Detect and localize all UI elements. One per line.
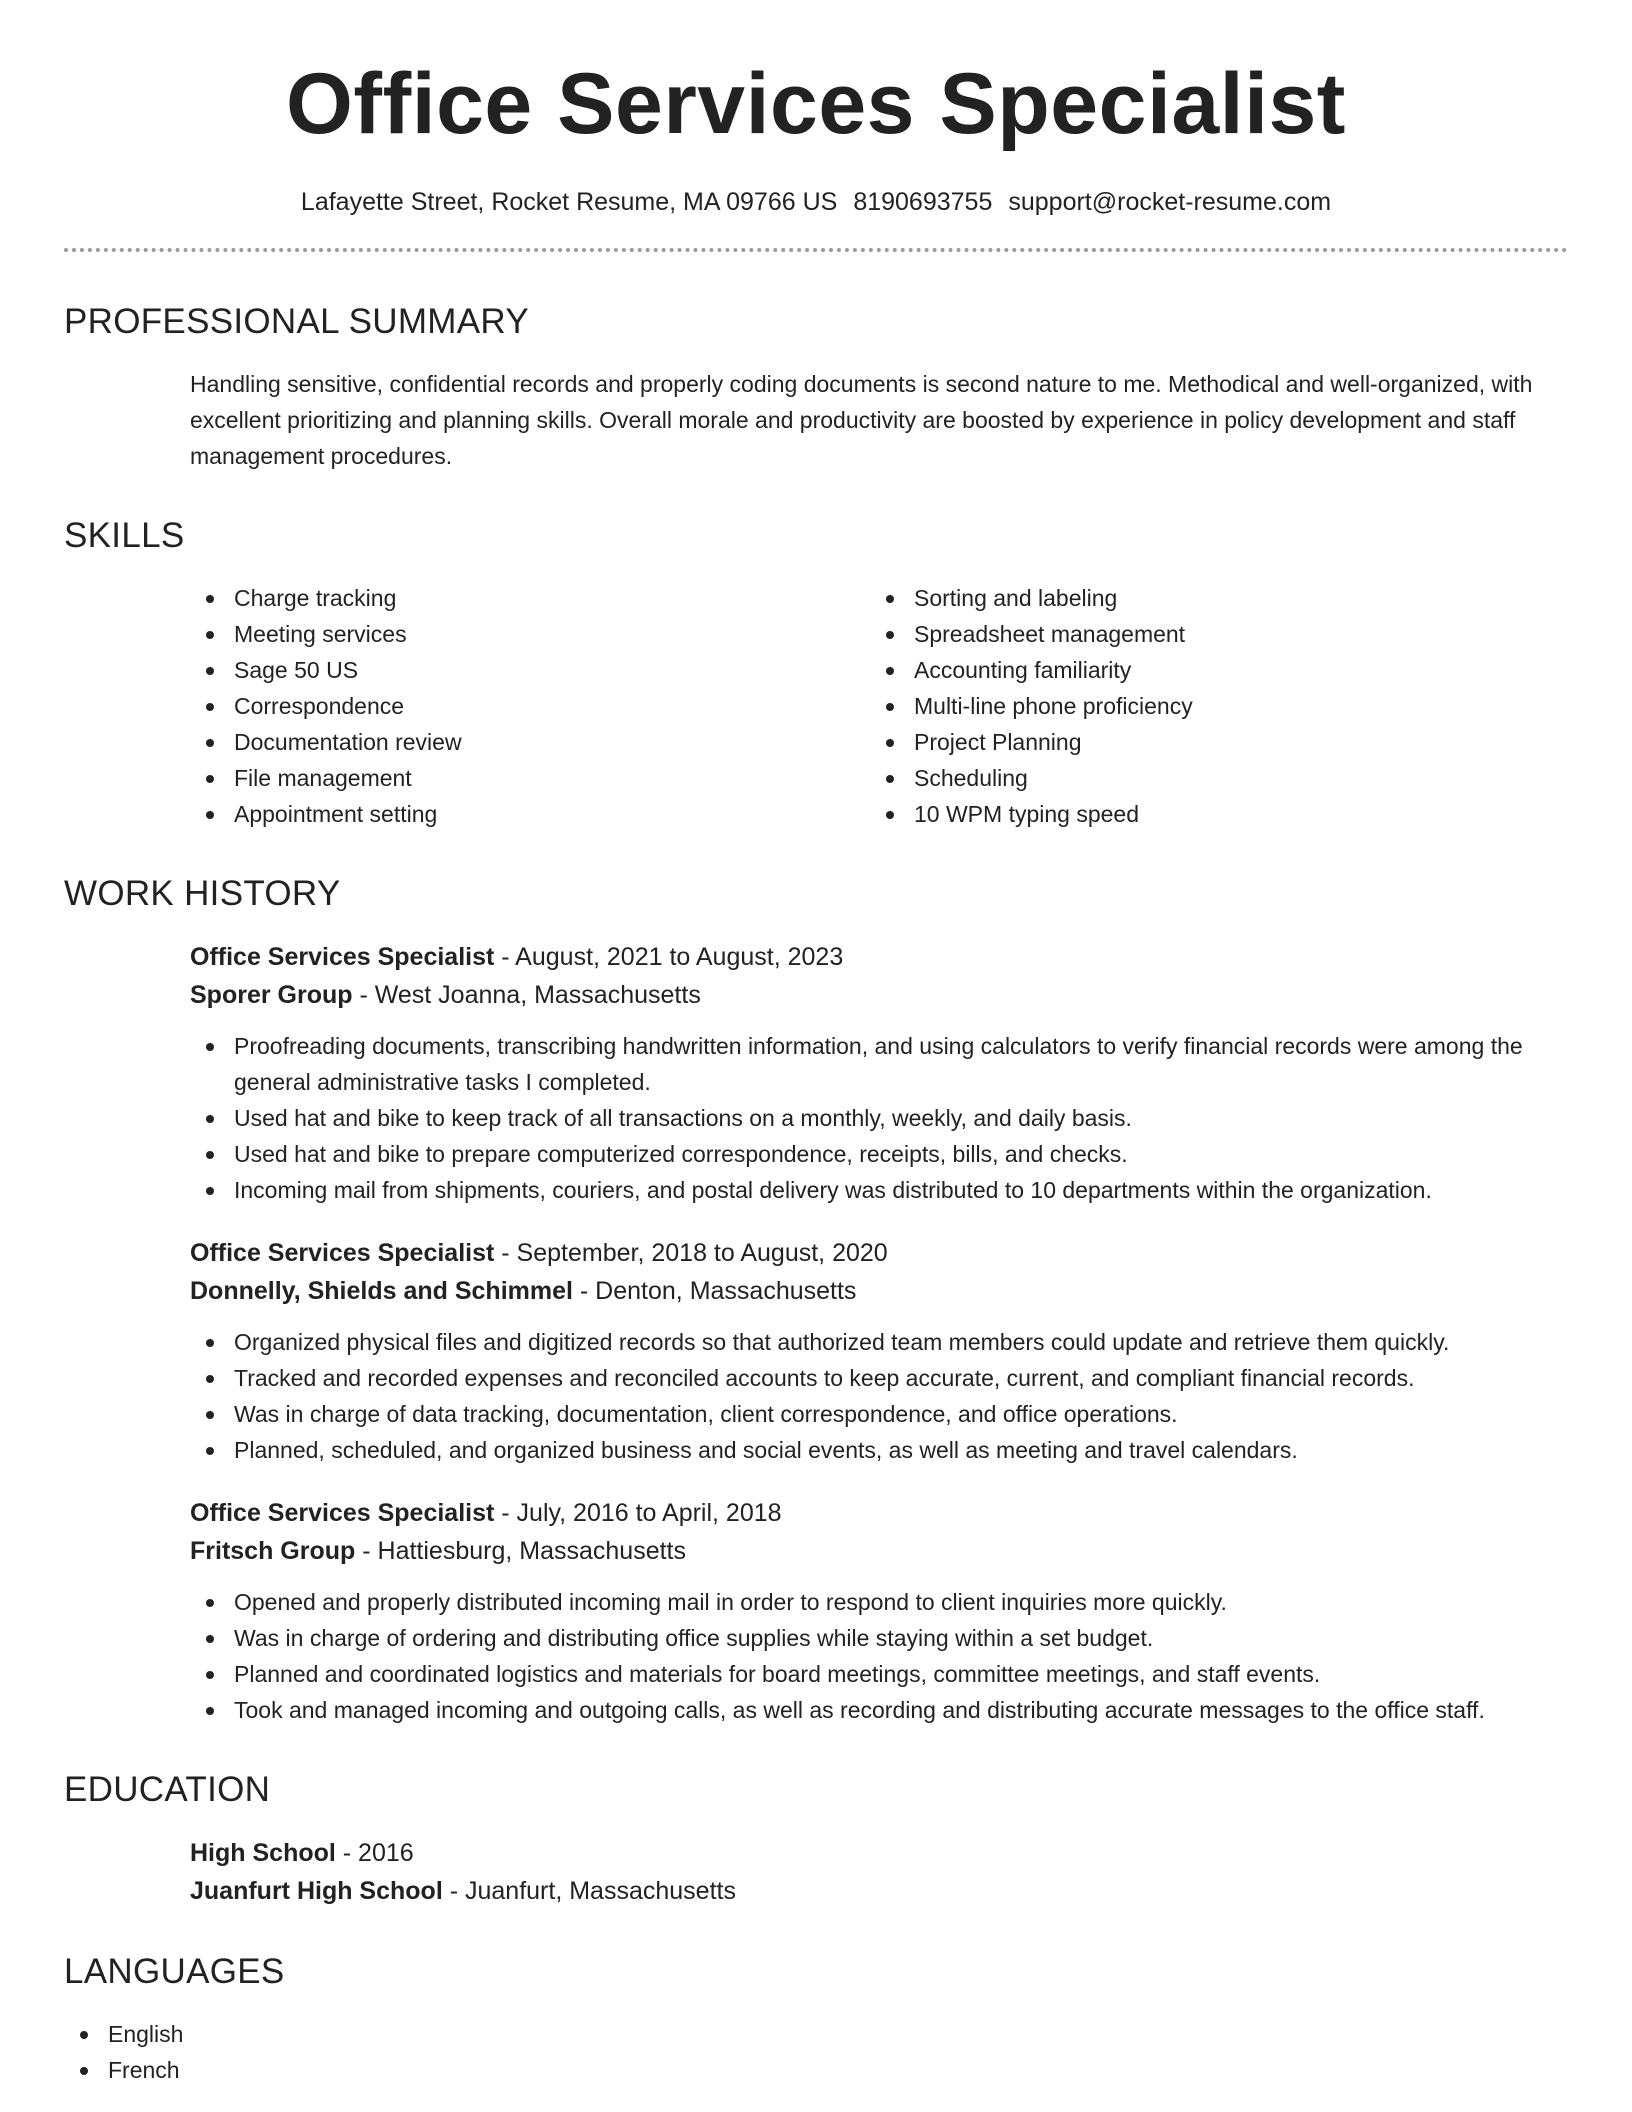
job-duty: Was in charge of data tracking, documentation, client correspondence, and office operations. bbox=[190, 1396, 1568, 1432]
job-duties bbox=[190, 1028, 1568, 1208]
skill-item: Sage 50 US bbox=[190, 652, 870, 688]
skill-item: Documentation review bbox=[190, 724, 870, 760]
language-item: French bbox=[64, 2052, 1568, 2088]
skill-item: Scheduling bbox=[870, 760, 1550, 796]
summary-text: Handling sensitive, confidential records and properly coding documents is second nature to me. Methodical and well-organized, with excellent prioritizing and planning skills. Overall morale and productivity are boosted by experience in policy development and staff management procedures. bbox=[190, 371, 1533, 469]
education-entry bbox=[64, 1834, 1568, 1910]
education-degree-line bbox=[190, 1834, 1568, 1872]
job-company: Sporer Group bbox=[190, 981, 353, 1009]
job-duty: Planned and coordinated logistics and materials for board meetings, committee meetings, and staff events. bbox=[190, 1656, 1568, 1692]
skill-item: Charge tracking bbox=[190, 580, 870, 616]
contact-line bbox=[64, 186, 1568, 218]
candidate-name: Office Services Specialist bbox=[286, 56, 1346, 152]
skills-column-right bbox=[870, 580, 1550, 832]
job-duty: Tracked and recorded expenses and reconciled accounts to keep accurate, current, and compliant financial records. bbox=[190, 1360, 1568, 1396]
skills-title: SKILLS bbox=[64, 516, 185, 555]
education-section bbox=[64, 1770, 1568, 1910]
job-company-line bbox=[190, 1272, 1568, 1310]
skills-column-left bbox=[190, 580, 870, 832]
education-title: EDUCATION bbox=[64, 1770, 271, 1809]
education-location: - Juanfurt, Massachusetts bbox=[442, 1877, 736, 1905]
education-year: - 2016 bbox=[335, 1839, 414, 1867]
languages-title: LANGUAGES bbox=[64, 1952, 285, 1991]
job-entry bbox=[64, 938, 1568, 1208]
job-duty: Opened and properly distributed incoming mail in order to respond to client inquiries more quickly. bbox=[190, 1584, 1568, 1620]
education-school-line bbox=[190, 1872, 1568, 1910]
job-dates: - July, 2016 to April, 2018 bbox=[494, 1499, 782, 1527]
job-title-line bbox=[190, 1234, 1568, 1272]
summary-title: PROFESSIONAL SUMMARY bbox=[64, 302, 529, 341]
languages-list bbox=[64, 2016, 1568, 2088]
education-degree: High School bbox=[190, 1839, 336, 1867]
job-role: Office Services Specialist bbox=[190, 1499, 495, 1527]
job-location: - West Joanna, Massachusetts bbox=[352, 981, 701, 1009]
language-item: English bbox=[64, 2016, 1568, 2052]
skills-section bbox=[64, 516, 1568, 832]
job-duty: Was in charge of ordering and distributing office supplies while staying within a set budget. bbox=[190, 1620, 1568, 1656]
skills-grid bbox=[64, 580, 1568, 832]
languages-section bbox=[64, 1952, 1568, 2088]
job-company: Fritsch Group bbox=[190, 1537, 356, 1565]
job-company: Donnelly, Shields and Schimmel bbox=[190, 1277, 573, 1305]
skill-item: Meeting services bbox=[190, 616, 870, 652]
job-duties bbox=[190, 1584, 1568, 1728]
skill-item: Spreadsheet management bbox=[870, 616, 1550, 652]
job-dates: - September, 2018 to August, 2020 bbox=[494, 1239, 888, 1267]
header-divider bbox=[64, 248, 1568, 252]
job-duty: Organized physical files and digitized records so that authorized team members could update and retrieve them quickly. bbox=[190, 1324, 1568, 1360]
job-location: - Hattiesburg, Massachusetts bbox=[355, 1537, 686, 1565]
skill-item: File management bbox=[190, 760, 870, 796]
job-entry bbox=[64, 1234, 1568, 1468]
job-duty: Incoming mail from shipments, couriers, and postal delivery was distributed to 10 departments within the organization. bbox=[190, 1172, 1568, 1208]
job-duty: Proofreading documents, transcribing handwritten information, and using calculators to verify financial records were among the general administrative tasks I completed. bbox=[190, 1028, 1568, 1100]
contact-phone: 8190693755 bbox=[853, 188, 993, 216]
job-duty: Planned, scheduled, and organized business and social events, as well as meeting and travel calendars. bbox=[190, 1432, 1568, 1468]
job-role: Office Services Specialist bbox=[190, 943, 495, 971]
skill-item: Accounting familiarity bbox=[870, 652, 1550, 688]
job-duty: Took and managed incoming and outgoing calls, as well as recording and distributing accurate messages to the office staff. bbox=[190, 1692, 1568, 1728]
job-company-line bbox=[190, 1532, 1568, 1570]
skill-item: Project Planning bbox=[870, 724, 1550, 760]
job-title-line bbox=[190, 938, 1568, 976]
skill-item: Correspondence bbox=[190, 688, 870, 724]
education-school: Juanfurt High School bbox=[190, 1877, 443, 1905]
skill-item: Multi-line phone proficiency bbox=[870, 688, 1550, 724]
job-company-line bbox=[190, 976, 1568, 1014]
work-history-title: WORK HISTORY bbox=[64, 874, 341, 913]
summary-section bbox=[64, 302, 1568, 474]
skill-item: 10 WPM typing speed bbox=[870, 796, 1550, 832]
job-role: Office Services Specialist bbox=[190, 1239, 495, 1267]
job-entry bbox=[64, 1494, 1568, 1728]
job-duty: Used hat and bike to keep track of all transactions on a monthly, weekly, and daily basis. bbox=[190, 1100, 1568, 1136]
job-duty: Used hat and bike to prepare computerized correspondence, receipts, bills, and checks. bbox=[190, 1136, 1568, 1172]
job-duties bbox=[190, 1324, 1568, 1468]
contact-email: support@rocket-resume.com bbox=[1008, 188, 1332, 216]
skill-item: Sorting and labeling bbox=[870, 580, 1550, 616]
job-dates: - August, 2021 to August, 2023 bbox=[494, 943, 844, 971]
contact-address: Lafayette Street, Rocket Resume, MA 09766 US bbox=[300, 188, 838, 216]
job-title-line bbox=[190, 1494, 1568, 1532]
skill-item: Appointment setting bbox=[190, 796, 870, 832]
job-location: - Denton, Massachusetts bbox=[572, 1277, 857, 1305]
work-history-section bbox=[64, 874, 1568, 1728]
